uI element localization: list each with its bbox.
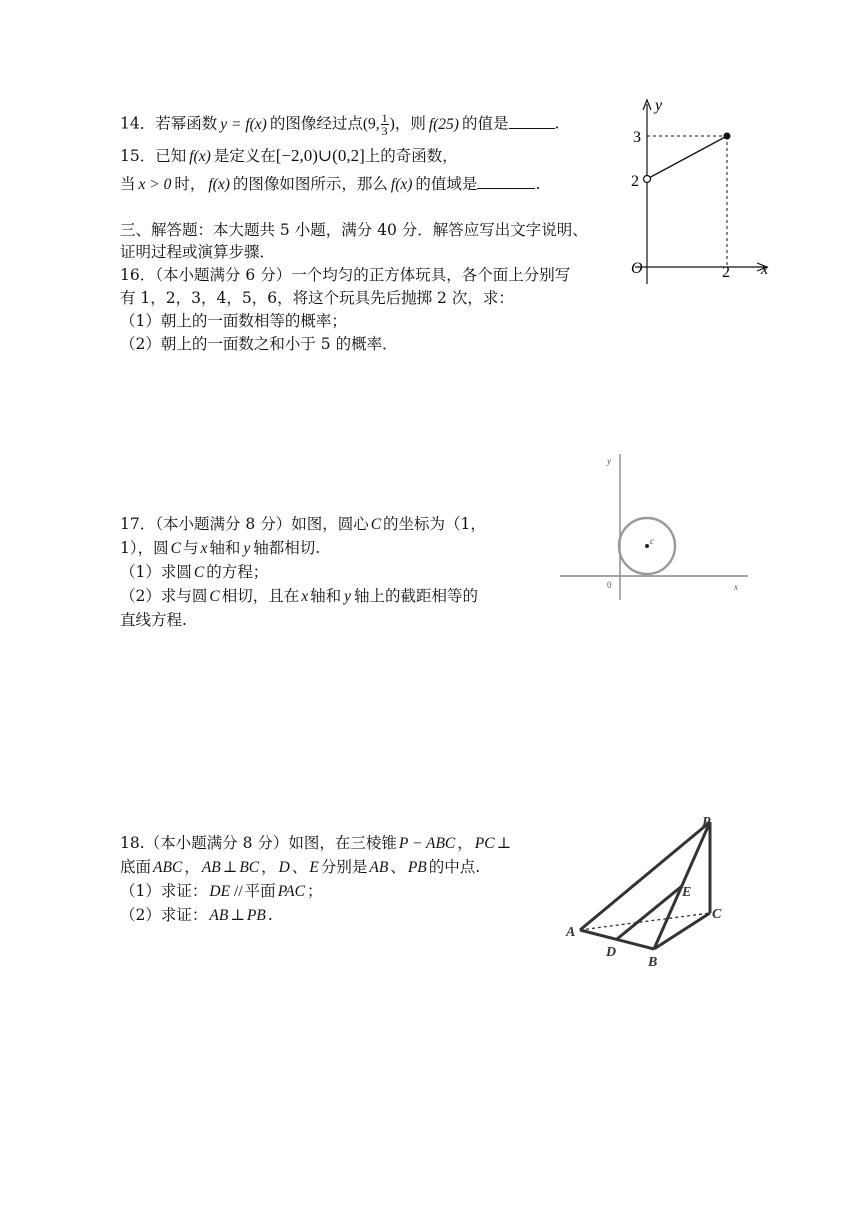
q14-end: . <box>554 114 560 133</box>
q17-l3-text-b: 的方程； <box>206 563 269 581</box>
question-14 <box>120 112 559 137</box>
function-segment <box>647 136 727 179</box>
question-17-line1 <box>120 514 486 535</box>
open-endpoint <box>644 176 651 183</box>
frac-denominator: 3 <box>381 124 388 138</box>
q18-pabc: P − ABC <box>398 835 456 852</box>
q18-text: 18.（本小题满分 8 分）如图，在三棱锥 <box>120 834 397 852</box>
circle-figure <box>556 450 752 610</box>
q15-domain: [−2,0)∪(0,2] <box>275 146 365 165</box>
q18-perp3: ⊥ <box>230 907 245 924</box>
q15-l2-text-d: 的值域是 <box>415 175 478 193</box>
q15-text: 15．已知 <box>120 147 187 165</box>
q14-text-c: ，则 <box>394 114 426 133</box>
q18-perp: ⊥ <box>496 835 512 852</box>
q18-ab: AB <box>201 859 221 876</box>
q17-l4-text-b: 相切，且在 <box>221 587 300 605</box>
q17-l3-text: （1）求圆 <box>120 563 192 581</box>
q17-text-b: 的坐标为（1， <box>383 515 486 533</box>
q18-de: DE <box>209 883 231 900</box>
question-16-line2: 有 1，2，3，4，5，6，将这个玩具先后抛掷 2 次，求： <box>120 289 514 307</box>
q18-l2-text-c: ， <box>261 858 277 876</box>
vertex-b-label: B <box>648 955 658 970</box>
x-axis-label: x <box>734 582 738 592</box>
q14-func: y = f(x) <box>220 115 267 133</box>
origin-label: O <box>631 260 643 277</box>
q18-l2-text-d: 、 <box>291 858 308 876</box>
q18-pb: PB <box>407 859 427 876</box>
q18-l2-text-e: 分别是 <box>320 858 368 876</box>
q14-answer-blank <box>509 114 555 129</box>
q18-parallel: // <box>234 883 243 900</box>
point-d-label: D <box>606 945 617 960</box>
q18-l4-text-b: . <box>267 906 273 924</box>
q14-f25: f(25) <box>428 115 459 133</box>
q17-l2-text-b: 与 <box>182 539 199 557</box>
q15-l2-text: 当 <box>120 175 136 193</box>
q17-text: 17．（本小题满分 8 分）如图，圆心 <box>120 515 369 533</box>
q15-text-b: 是定义在 <box>213 147 276 165</box>
q15-fx: f(x) <box>189 148 211 165</box>
q17-x: x <box>200 540 208 557</box>
q17-x2: x <box>301 588 309 605</box>
q18-perp2: ⊥ <box>222 859 238 876</box>
question-18-line3 <box>120 881 322 902</box>
q18-l2-text: 底面 <box>120 858 152 876</box>
question-17-line2 <box>120 538 320 559</box>
q17-c2: C <box>170 540 181 557</box>
q18-text-b: ， <box>457 834 473 852</box>
q17-y2: y <box>344 588 352 605</box>
q18-e: E <box>309 859 319 876</box>
q17-l4-text-d: 轴上的截距相等的 <box>354 587 479 605</box>
q18-l4-text: （2）求证： <box>120 906 208 924</box>
question-17-line4 <box>120 586 478 607</box>
q17-l2-text: 1），圆 <box>120 539 169 557</box>
question-16-line4: （2）朝上的一面数之和小于 5 的概率． <box>120 335 398 353</box>
question-17-line3 <box>120 562 268 583</box>
section-3-line2: 证明过程或演算步骤． <box>120 243 276 261</box>
q15-fx2: f(x) <box>208 176 230 193</box>
q18-l2-text-g: 的中点. <box>428 858 481 876</box>
tick-label-x2: 2 <box>722 264 730 281</box>
origin-label: 0 <box>607 580 612 590</box>
q18-l3-text: （1）求证： <box>120 882 208 900</box>
function-graph-figure <box>615 96 790 288</box>
vertex-p-label: P <box>702 815 711 830</box>
point-e-label: E <box>682 885 692 900</box>
frac-numerator: 1 <box>381 111 388 125</box>
q15-cond: x > 0 <box>138 176 172 193</box>
vertex-c-label: C <box>712 907 722 922</box>
q15-fx3: f(x) <box>390 176 413 193</box>
q15-answer-blank <box>477 174 535 189</box>
q18-l3-text-c: ； <box>306 882 323 900</box>
y-axis-label: y <box>655 97 663 114</box>
q18-pc: PC <box>474 835 495 852</box>
q18-abc: ABC <box>153 859 183 876</box>
tick-label-y3: 3 <box>633 129 641 146</box>
q14-point-end: ) <box>389 115 395 133</box>
question-15-line1 <box>120 146 458 167</box>
q14-fraction <box>381 112 389 137</box>
q17-c: C <box>370 516 382 533</box>
center-label: c <box>650 536 654 546</box>
q14-point: (9, <box>362 115 380 133</box>
q15-l2-text-c: 的图像如图所示，那么 <box>232 175 388 193</box>
q17-l2-text-d: 轴都相切. <box>253 539 321 557</box>
q17-l4-text-c: 轴和 <box>310 587 342 605</box>
q17-y: y <box>243 540 251 557</box>
q14-text-b: 的图像经过点 <box>269 114 363 133</box>
q18-l2-text-b: ， <box>184 858 200 876</box>
question-16-line1: 16．（本小题满分 6 分）一个均匀的正方体玩具，各个面上分别写 <box>120 266 571 284</box>
pyramid-figure <box>556 806 766 986</box>
question-16-line3: （1）朝上的一面数相等的概率； <box>120 312 347 330</box>
x-axis-label: x <box>761 261 769 278</box>
closed-endpoint <box>724 133 731 140</box>
question-18-line2 <box>120 857 480 878</box>
q18-bc: BC <box>239 859 260 876</box>
q17-l2-text-c: 轴和 <box>209 539 241 557</box>
q17-c3: C <box>193 564 205 581</box>
question-17-line5: 直线方程. <box>120 611 187 629</box>
edge-ab <box>580 930 654 949</box>
q18-pb2: PB <box>246 907 266 924</box>
edge-pa <box>580 822 710 930</box>
q18-pac: PAC <box>277 883 305 900</box>
tick-label-y2: 2 <box>631 173 639 190</box>
q14-text: 14．若幂函数 <box>120 114 218 133</box>
q17-c4: C <box>209 588 220 605</box>
q18-ab2: AB <box>369 859 389 876</box>
q18-d: D <box>278 859 290 876</box>
y-axis-label: y <box>607 456 611 466</box>
center-point <box>645 544 649 548</box>
q18-ab3: AB <box>209 907 229 924</box>
q17-l4-text: （2）求与圆 <box>120 587 208 605</box>
question-15-line2 <box>120 174 540 195</box>
section-3-line1: 三、解答题：本大题共 5 小题，满分 40 分．解答应写出文字说明、 <box>120 221 588 239</box>
q15-text-c: 上的奇函数， <box>364 147 458 165</box>
q14-text-d: 的值是 <box>461 114 509 133</box>
q15-l2-text-b: 时， <box>174 175 206 193</box>
vertex-a-label: A <box>566 925 576 940</box>
question-18-line1 <box>120 833 511 854</box>
q18-l2-text-f: 、 <box>390 858 406 876</box>
q15-end: . <box>535 175 541 193</box>
segment-de <box>617 886 682 939</box>
question-18-line4 <box>120 905 273 926</box>
q18-l3-text-b: 平面 <box>244 882 276 900</box>
